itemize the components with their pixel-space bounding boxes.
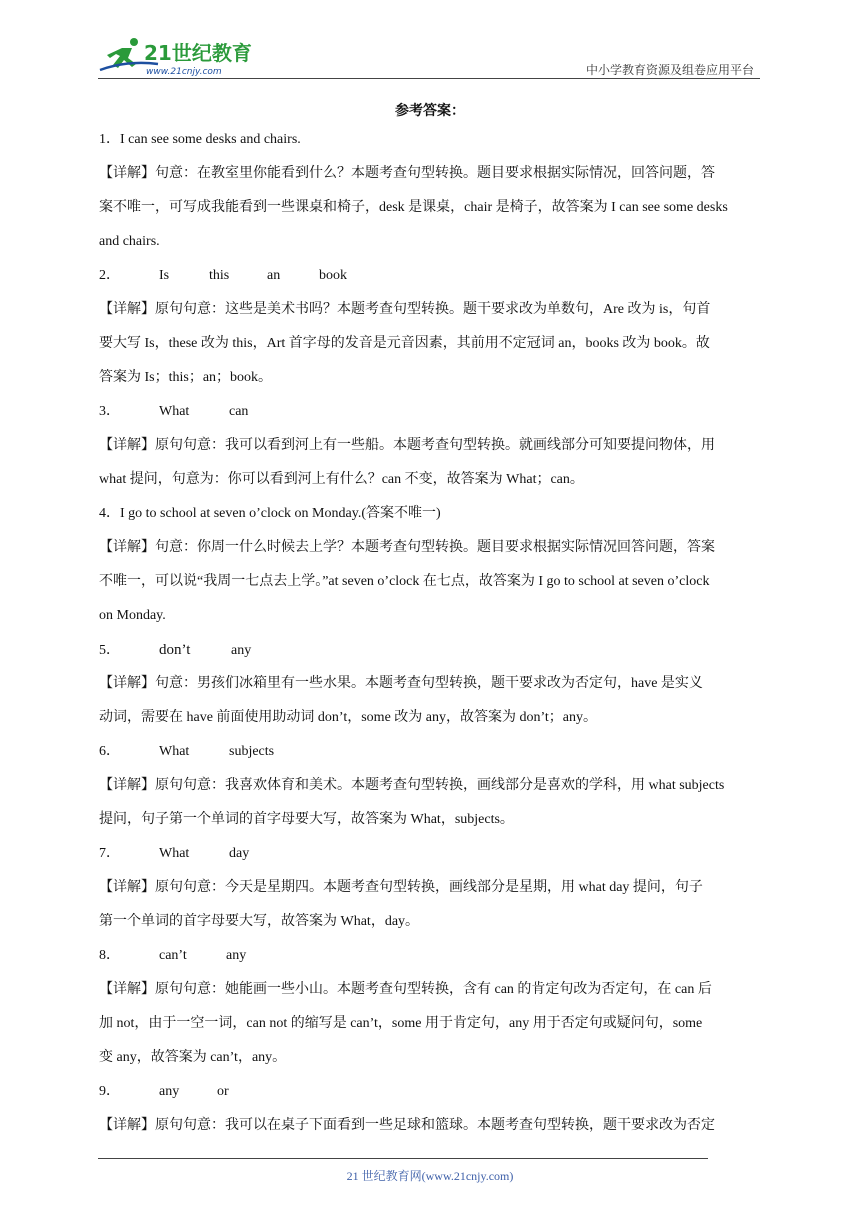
answer-line xyxy=(99,1075,761,1109)
detail-line: 【详解】句意：你周一什么时候去上学？本题考查句型转换。题目要求根据实际情况回答问题，答案 xyxy=(99,540,715,555)
detail-line: 【详解】原句句意：我喜欢体育和美术。本题考查句型转换，画线部分是喜欢的学科，用 what subjects xyxy=(99,778,725,793)
page-header xyxy=(98,28,760,80)
footer-divider xyxy=(98,1158,708,1159)
header-divider xyxy=(98,78,760,79)
item-number: 2． xyxy=(99,268,120,283)
detail-line: 【详解】句意：男孩们冰箱里有一些水果。本题考查句型转换，题干要求改为否定句，have 是实义 xyxy=(99,676,703,691)
item-number: 6． xyxy=(99,744,120,759)
site-logo xyxy=(98,34,298,78)
answer-word: or xyxy=(217,1084,229,1099)
answer-word: any xyxy=(159,1084,180,1099)
answer-word: What xyxy=(159,846,190,861)
page-title: 参考答案： xyxy=(395,103,465,119)
answer-line xyxy=(99,259,761,293)
answer-line xyxy=(99,735,761,769)
answer-word: any xyxy=(231,643,252,658)
detail-line: 【详解】原句句意：她能画一些小山。本题考查句型转换，含有 can 的肯定句改为否定句，在 can 后 xyxy=(99,982,712,997)
platform-name: 中小学教育资源及组卷应用平台 xyxy=(585,63,754,77)
answer-word: an xyxy=(267,268,281,283)
detail-line: 案不唯一，可写成我能看到一些课桌和椅子，desk 是课桌，chair 是椅子，故答案为 I can see some desks xyxy=(99,200,728,215)
answer-line xyxy=(99,837,761,871)
detail-line: 不唯一，可以说“我周一七点去上学。”at seven o’clock 在七点，故答案为 I go to school at seven o’clock xyxy=(99,574,710,589)
answer-word: any xyxy=(226,948,247,963)
answer-line: 1．I can see some desks and chairs. xyxy=(99,132,301,147)
answer-word: What xyxy=(159,404,190,419)
answer-line xyxy=(99,395,761,429)
answer-line xyxy=(99,633,761,667)
answer-word: What xyxy=(159,744,190,759)
detail-line: 【详解】原句句意：我可以看到河上有一些船。本题考查句型转换。就画线部分可知要提问物体，用 xyxy=(99,438,715,453)
detail-line: 动词，需要在 have 前面使用助动词 don’t，some 改为 any，故答案为 don’t；any。 xyxy=(99,710,598,725)
item-number: 9． xyxy=(99,1084,120,1099)
answer-word: can xyxy=(229,404,249,419)
answer-line: 4．I go to school at seven o’clock on Monday.(答案不唯一) xyxy=(99,506,441,521)
answer-line xyxy=(99,939,761,973)
detail-line: 【详解】原句句意：我可以在桌子下面看到一些足球和篮球。本题考查句型转换，题干要求改为否定 xyxy=(99,1118,715,1133)
answer-word: day xyxy=(229,846,250,861)
detail-line: 加 not，由于一空一词，can not 的缩写是 can’t，some 用于肯定句，any 用于否定句或疑问句，some xyxy=(99,1016,703,1031)
answer-word: can’t xyxy=(159,948,187,963)
page-footer: 21 世纪教育网(www.21cnjy.com) xyxy=(346,1169,514,1183)
answer-list xyxy=(99,123,761,1143)
answer-word: subjects xyxy=(229,744,275,759)
item-number: 8． xyxy=(99,948,120,963)
detail-line: 【详解】句意：在教室里你能看到什么？本题考查句型转换。题目要求根据实际情况，回答问题，答 xyxy=(99,166,715,181)
detail-line: 变 any，故答案为 can’t，any。 xyxy=(99,1050,287,1065)
item-number: 3． xyxy=(99,404,120,419)
detail-line: what 提问，句意为：你可以看到河上有什么？can 不变，故答案为 What；can。 xyxy=(99,472,584,487)
detail-line: 【详解】原句句意：这些是美术书吗？本题考查句型转换。题干要求改为单数句，Are 改为 is，句首 xyxy=(99,302,711,317)
detail-line: 答案为 Is；this；an；book。 xyxy=(99,370,273,385)
detail-line: on Monday. xyxy=(99,608,166,623)
detail-line: and chairs. xyxy=(99,234,160,249)
logo-url: www.21cnjy.com xyxy=(146,67,222,77)
answer-word: Is xyxy=(159,268,170,283)
detail-line: 提问，句子第一个单词的首字母要大写，故答案为 What，subjects。 xyxy=(99,812,514,827)
item-number: 7． xyxy=(99,846,120,861)
answer-word: this xyxy=(209,268,230,283)
answer-word: book xyxy=(319,268,347,283)
item-number: 5． xyxy=(99,643,120,658)
answer-word: don’t xyxy=(159,642,191,658)
logo-text: 21世纪教育 xyxy=(144,41,252,65)
detail-line: 【详解】原句句意：今天是星期四。本题考查句型转换，画线部分是星期，用 what day 提问，句子 xyxy=(99,880,703,895)
detail-line: 要大写 Is，these 改为 this，Art 首字母的发音是元音因素，其前用不定冠词 an，books 改为 book。故 xyxy=(99,336,710,351)
detail-line: 第一个单词的首字母要大写，故答案为 What，day。 xyxy=(99,914,420,929)
